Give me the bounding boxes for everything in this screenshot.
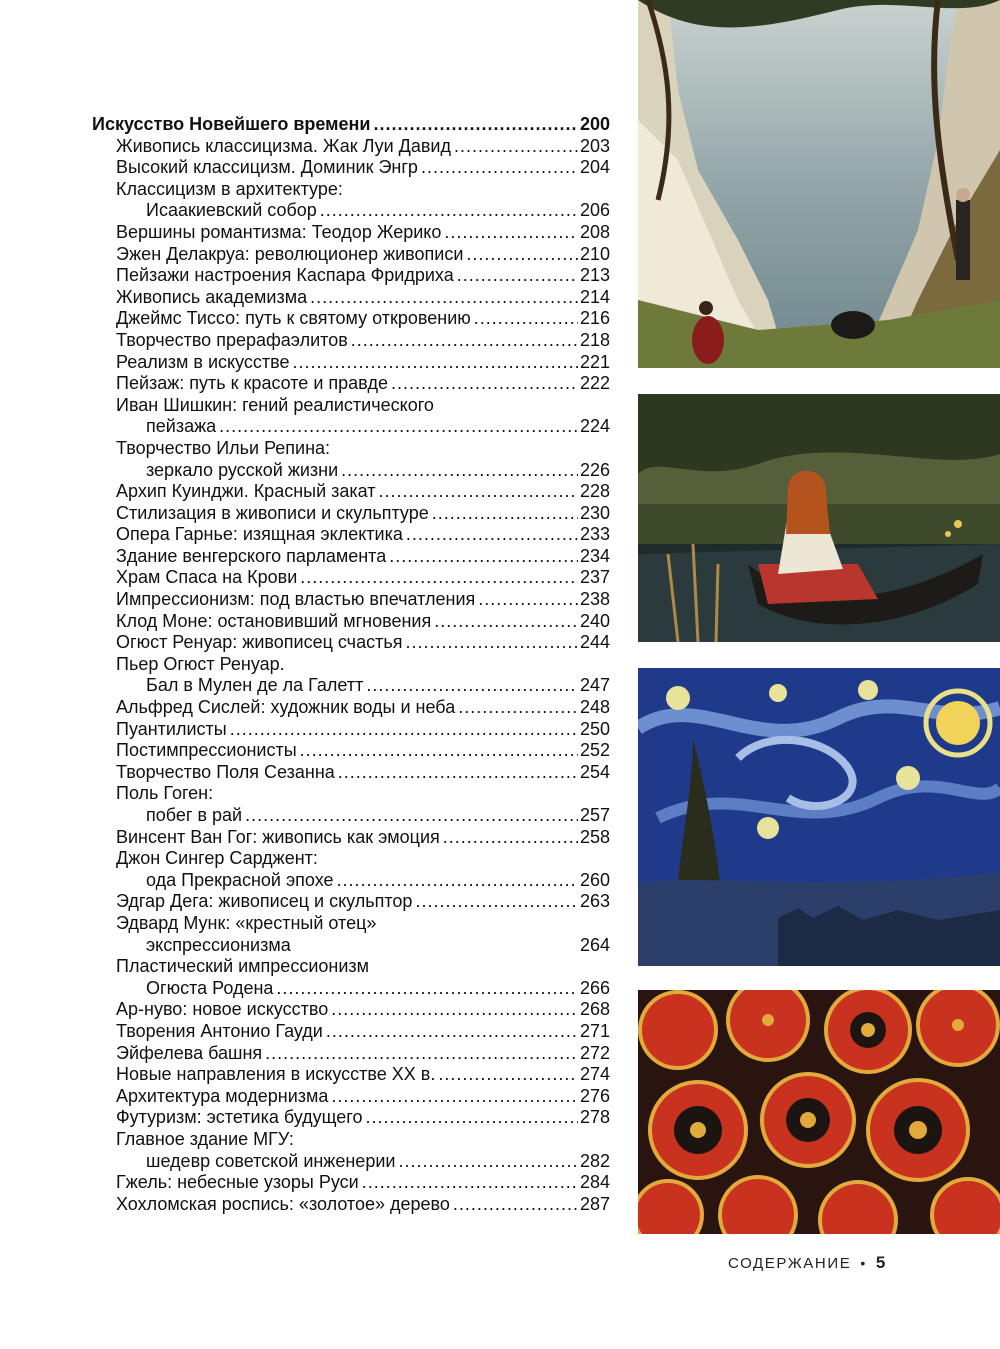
footer-separator: •	[860, 1255, 867, 1271]
toc-entry	[92, 805, 610, 827]
toc-entry	[92, 416, 610, 438]
toc-entry-title: Пейзаж: путь к красоте и правде	[116, 373, 389, 394]
toc-entry	[92, 783, 610, 805]
toc-leader-dots	[326, 1021, 578, 1043]
toc-entry-title: Футуризм: эстетика будущего	[116, 1107, 363, 1128]
section-title: СОДЕРЖАНИЕ	[728, 1255, 852, 1272]
page-footer	[728, 1253, 885, 1273]
toc-entry-page: 264	[579, 934, 610, 955]
toc-entry-title: Стилизация в живописи и скульптуре	[116, 502, 429, 523]
toc-leader-dots	[373, 114, 578, 136]
toc-entry-page: 287	[579, 1193, 610, 1214]
toc-entry-page: 272	[579, 1042, 610, 1063]
toc-entry-title: Иван Шишкин: гений реалистического	[116, 394, 434, 415]
toc-entry	[92, 762, 610, 784]
toc-entry-page: 278	[579, 1107, 610, 1128]
toc-entry-title: Опера Гарнье: изящная эклектика	[116, 524, 403, 545]
toc-entry-page: 244	[579, 632, 610, 653]
toc-leader-dots	[338, 762, 578, 784]
toc-entry-title: Новые направления в искусстве XX в.	[116, 1064, 436, 1085]
toc-entry-title: Огюст Ренуар: живописец счастья	[116, 632, 403, 653]
toc-entry	[92, 373, 610, 395]
toc-entry	[92, 1064, 610, 1086]
toc-entry	[92, 999, 610, 1021]
toc-leader-dots	[219, 416, 578, 438]
toc-entry-title: зеркало русской жизни	[146, 459, 339, 480]
toc-leader-dots	[405, 632, 578, 654]
toc-entry	[92, 567, 610, 589]
toc-leader-dots	[478, 589, 578, 611]
toc-entry-page: 250	[579, 718, 610, 739]
toc-entry-title: Исаакиевский собор	[146, 200, 317, 221]
toc-leader-dots	[444, 222, 578, 244]
toc-entry-page: 252	[579, 740, 610, 761]
toc-leader-dots	[466, 244, 578, 266]
toc-entry-title: Пуантилисты	[116, 718, 227, 739]
toc-entry-title: Эдгар Дега: живописец и скульптор	[116, 891, 413, 912]
toc-entry	[92, 265, 610, 287]
toc-leader-dots	[453, 1194, 578, 1216]
toc-entry-title: Хохломская роспись: «золотое» дерево	[116, 1193, 450, 1214]
toc-entry	[92, 546, 610, 568]
toc-entry-title: Здание венгерского парламента	[116, 545, 387, 566]
toc-leader-dots	[391, 373, 578, 395]
toc-entry-page: 224	[579, 416, 610, 437]
toc-entry	[92, 157, 610, 179]
toc-entry	[92, 1151, 610, 1173]
toc-entry	[92, 848, 610, 870]
toc-leader-dots	[366, 675, 578, 697]
toc-entry-title: Альфред Сислей: художник воды и неба	[116, 697, 456, 718]
toc-leader-dots	[432, 503, 578, 525]
toc-entry	[92, 308, 610, 330]
toc-entry-title: Главное здание МГУ:	[116, 1128, 294, 1149]
toc-entry-page: 247	[579, 675, 610, 696]
toc-entry-title: Импрессионизм: под властью впечатления	[116, 589, 476, 610]
toc-entry-title: Творчество Ильи Репина:	[116, 437, 331, 458]
toc-leader-dots	[331, 999, 578, 1021]
toc-entry-title: Творчество Поля Сезанна	[116, 761, 335, 782]
toc-entry	[92, 395, 610, 417]
toc-entry-page: 284	[579, 1172, 610, 1193]
toc-leader-dots	[379, 481, 578, 503]
toc-entry	[92, 136, 610, 158]
toc-entry	[92, 1172, 610, 1194]
toc-entry-page: 214	[579, 286, 610, 307]
toc-entry-page: 263	[579, 891, 610, 912]
toc-entry	[92, 935, 610, 957]
toc-entry	[92, 978, 610, 1000]
toc-entry	[92, 222, 610, 244]
toc-entry	[92, 1129, 610, 1151]
toc-entry	[92, 460, 610, 482]
toc-entry-page: 226	[579, 459, 610, 480]
toc-leader-dots	[389, 546, 578, 568]
toc-entry-title: Архитектура модернизма	[116, 1085, 329, 1106]
toc-entry-page: 271	[579, 1020, 610, 1041]
toc-entry-page: 216	[579, 308, 610, 329]
toc-leader-dots	[293, 352, 578, 374]
toc-entry-page: 234	[579, 545, 610, 566]
toc-entry	[92, 891, 610, 913]
toc-entry-page: 266	[579, 977, 610, 998]
toc-entry-page: 206	[579, 200, 610, 221]
toc-leader-dots	[434, 611, 578, 633]
toc-entry-page: 221	[579, 351, 610, 372]
toc-entry-title: экспрессионизма	[146, 934, 291, 955]
photo-khokhloma-dishes	[638, 990, 1000, 1234]
toc-entry-page: 282	[579, 1150, 610, 1171]
toc-entry-title: Живопись академизма	[116, 286, 308, 307]
toc-entry	[92, 179, 610, 201]
toc-entry-title: Искусство Новейшего времени	[92, 114, 371, 134]
toc-entry-title: Джон Сингер Сарджент:	[116, 848, 318, 869]
toc-entry-title: Бал в Мулен де ла Галетт	[146, 675, 364, 696]
toc-leader-dots	[331, 1086, 578, 1108]
toc-entry-page: 276	[579, 1085, 610, 1106]
toc-entry-title: Пьер Огюст Ренуар.	[116, 653, 285, 674]
toc-entry-title: Пластический импрессионизм	[116, 956, 370, 977]
painting-lady-of-shalott	[638, 394, 1000, 642]
toc-entry-title: Живопись классицизма. Жак Луи Давид	[116, 135, 451, 156]
toc-entry-page: 230	[579, 502, 610, 523]
toc-entry-title: Клод Моне: остановивший мгновения	[116, 610, 432, 631]
toc-entry-title: Реализм в искусстве	[116, 351, 290, 372]
toc-leader-dots	[265, 1043, 578, 1065]
toc-entry-page: 208	[579, 221, 610, 242]
toc-entry-title: Высокий классицизм. Доминик Энгр	[116, 157, 418, 178]
toc-leader-dots	[245, 805, 578, 827]
toc-entry-page: 240	[579, 610, 610, 631]
toc-entry-title: Гжель: небесные узоры Руси	[116, 1172, 359, 1193]
toc-entry	[92, 1043, 610, 1065]
toc-entry-page: 238	[579, 589, 610, 610]
toc-entry	[92, 244, 610, 266]
toc-leader-dots	[362, 1172, 578, 1194]
toc-leader-dots	[443, 827, 578, 849]
toc-entry-page: 254	[579, 761, 610, 782]
toc-leader-dots	[474, 308, 578, 330]
toc-leader-dots	[276, 978, 578, 1000]
toc-entry-title: шедевр советской инженерии	[146, 1150, 396, 1171]
toc-entry	[92, 1107, 610, 1129]
toc-entry-page: 268	[579, 999, 610, 1020]
toc-entry	[92, 481, 610, 503]
toc-entry	[92, 1021, 610, 1043]
toc-entry	[92, 697, 610, 719]
toc-entry-title: Архип Куинджи. Красный закат	[116, 481, 376, 502]
toc-entry	[92, 827, 610, 849]
toc-entry	[92, 913, 610, 935]
table-of-contents	[92, 114, 610, 1215]
toc-entry-title: Винсент Ван Гог: живопись как эмоция	[116, 826, 440, 847]
toc-leader-dots	[230, 719, 578, 741]
toc-entry-title: Пейзажи настроения Каспара Фридриха	[116, 265, 454, 286]
toc-entry-title: Эжен Делакруа: революционер живописи	[116, 243, 464, 264]
painting-starry-night	[638, 668, 1000, 966]
toc-entry-page: 260	[579, 869, 610, 890]
toc-entry-page: 228	[579, 481, 610, 502]
toc-entry-title: Эйфелева башня	[116, 1042, 263, 1063]
toc-entry-title: Постимпрессионисты	[116, 740, 297, 761]
toc-leader-dots	[310, 287, 578, 309]
toc-entry	[92, 675, 610, 697]
toc-entry	[92, 719, 610, 741]
toc-entry	[92, 503, 610, 525]
page-number: 5	[875, 1253, 886, 1272]
toc-entry	[92, 589, 610, 611]
toc-leader-dots	[320, 200, 578, 222]
toc-entry	[92, 330, 610, 352]
toc-entry	[92, 740, 610, 762]
toc-entry-page: 204	[579, 157, 610, 178]
toc-entry	[92, 611, 610, 633]
toc-entry-title: пейзажа	[146, 416, 217, 437]
toc-leader-dots	[341, 460, 578, 482]
toc-leader-dots	[406, 524, 578, 546]
toc-entry	[92, 632, 610, 654]
toc-entry	[92, 438, 610, 460]
toc-entry	[92, 114, 610, 136]
toc-leader-dots	[454, 136, 578, 158]
toc-entry-title: Творения Антонио Гауди	[116, 1020, 323, 1041]
painting-chalk-cliffs	[638, 0, 1000, 368]
toc-entry-page: 233	[579, 524, 610, 545]
toc-entry	[92, 1086, 610, 1108]
toc-entry-title: Ар-нуво: новое искусство	[116, 999, 329, 1020]
toc-entry	[92, 654, 610, 676]
toc-leader-dots	[337, 870, 578, 892]
toc-entry-title: Эдвард Мунк: «крестный отец»	[116, 912, 377, 933]
toc-entry-page: 274	[579, 1064, 610, 1085]
toc-leader-dots	[438, 1064, 578, 1086]
toc-entry	[92, 352, 610, 374]
toc-leader-dots	[398, 1151, 578, 1173]
toc-entry-title: Огюста Родена	[146, 977, 274, 998]
toc-leader-dots	[365, 1107, 577, 1129]
toc-entry-page: 257	[579, 805, 610, 825]
toc-leader-dots	[300, 567, 578, 589]
toc-entry-title: Вершины романтизма: Теодор Жерико	[116, 221, 442, 242]
toc-entry-title: Классицизм в архитектуре:	[116, 178, 343, 199]
toc-entry-page: 200	[579, 114, 610, 134]
toc-entry-title: Джеймс Тиссо: путь к святому откровению	[116, 308, 471, 329]
toc-entry	[92, 1194, 610, 1216]
toc-entry-title: побег в рай	[146, 805, 243, 825]
toc-entry-page: 210	[579, 243, 610, 264]
toc-entry-page: 258	[579, 826, 610, 847]
toc-entry	[92, 870, 610, 892]
toc-entry-page: 222	[579, 373, 610, 394]
toc-entry-page: 218	[579, 329, 610, 350]
toc-leader-dots	[421, 157, 578, 179]
toc-leader-dots	[457, 265, 578, 287]
toc-entry-page: 203	[579, 135, 610, 156]
toc-entry	[92, 524, 610, 546]
toc-entry-title: Храм Спаса на Крови	[116, 567, 298, 588]
toc-entry-page: 248	[579, 697, 610, 718]
toc-leader-dots	[415, 891, 578, 913]
toc-entry	[92, 956, 610, 978]
toc-entry-page: 213	[579, 265, 610, 286]
toc-entry-page: 237	[579, 567, 610, 588]
toc-entry	[92, 287, 610, 309]
toc-leader-dots	[300, 740, 578, 762]
toc-entry-title: ода Прекрасной эпохе	[146, 869, 334, 890]
toc-entry	[92, 200, 610, 222]
toc-entry-title: Поль Гоген:	[116, 783, 214, 804]
toc-leader-dots	[458, 697, 578, 719]
toc-entry-title: Творчество прерафаэлитов	[116, 329, 348, 350]
toc-leader-dots	[351, 330, 578, 352]
